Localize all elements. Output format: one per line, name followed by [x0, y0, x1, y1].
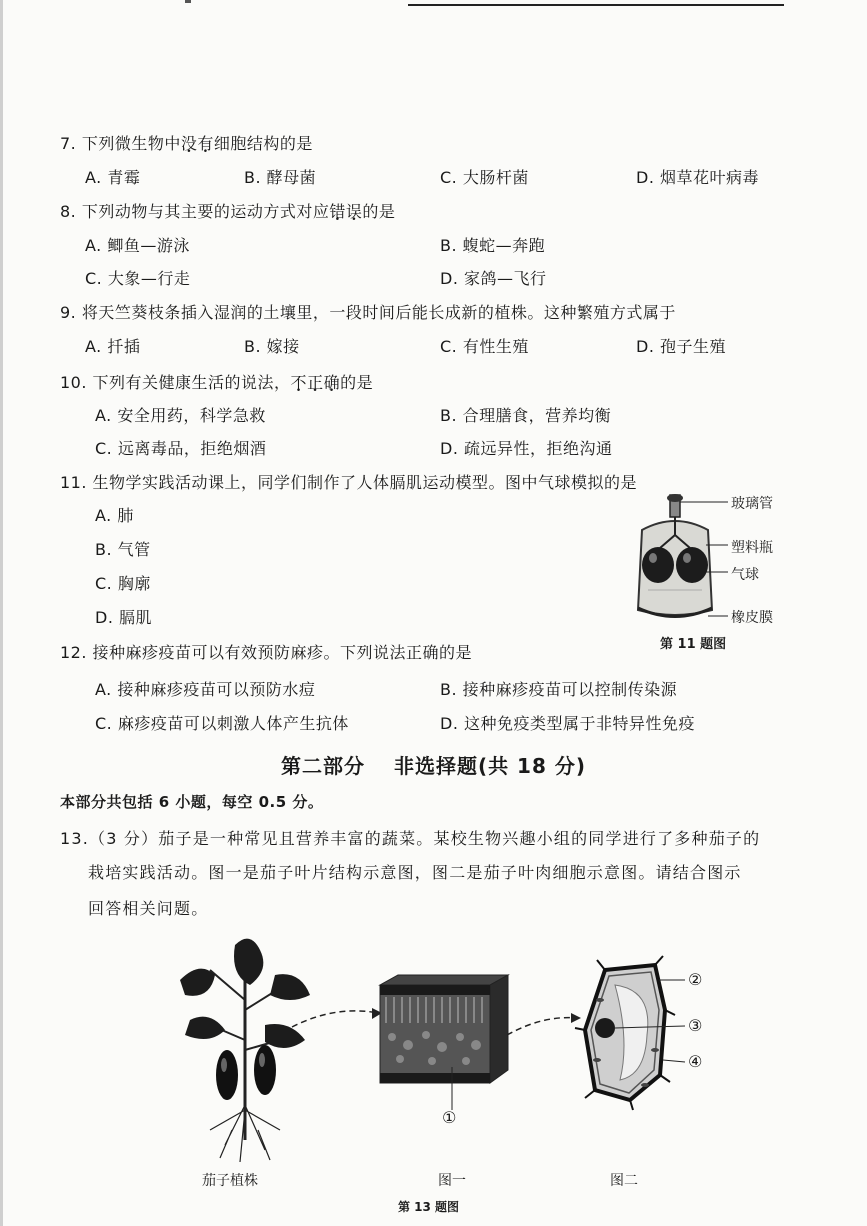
nucleus — [595, 1018, 615, 1038]
balloon-left — [642, 547, 674, 583]
question-7-stem — [60, 131, 313, 154]
block-top — [380, 975, 508, 985]
q8-text-post: 的是 — [362, 202, 396, 221]
dashed-arrow-2 — [505, 1010, 585, 1040]
q12-option-a: A. 接种麻疹疫苗可以预防水痘 — [95, 680, 316, 699]
q8-option-a: A. 鲫鱼—游泳 — [85, 236, 190, 255]
q12-option-b: B. 接种麻疹疫苗可以控制传染源 — [440, 680, 678, 699]
label-rubber-membrane: 橡皮膜 — [731, 610, 773, 626]
q11-option-a: A. 肺 — [95, 506, 134, 525]
header-rule — [408, 4, 784, 6]
q7-text-post: 细胞结构的是 — [213, 134, 313, 153]
question-10-stem — [60, 370, 373, 393]
q11-figure-caption: 第 11 题图 — [660, 637, 727, 652]
leaf — [185, 1017, 225, 1039]
leaf-cell-figure — [575, 960, 725, 1110]
balloon-highlight — [649, 553, 657, 563]
fruit-highlight — [221, 1058, 227, 1072]
fruit-highlight — [259, 1053, 265, 1067]
question-12-stem: 12. 接种麻疹疫苗可以有效预防麻疹。下列说法正确的是 — [60, 643, 473, 662]
q10-option-b: B. 合理膳食，营养均衡 — [440, 406, 612, 425]
q7-option-b: B. 酵母菌 — [244, 168, 317, 187]
q12-option-c: C. 麻疹疫苗可以刺激人体产生抗体 — [95, 714, 349, 733]
dashed-arrow-1 — [290, 1005, 385, 1035]
question-8-stem — [60, 199, 395, 222]
q9-option-a: A. 扦插 — [85, 337, 141, 356]
q10-emphasis-2: 正 — [307, 373, 324, 392]
q10-option-d: D. 疏远异性，拒绝沟通 — [440, 439, 613, 458]
scan-mark — [185, 0, 191, 3]
upper-epidermis — [380, 985, 490, 995]
q13-line-3: 回答相关问题。 — [88, 899, 209, 918]
part-two-title: 第二部分 非选择题(共 18 分) — [280, 754, 586, 778]
q9-option-c: C. 有性生殖 — [440, 337, 529, 356]
balloon-highlight — [683, 553, 691, 563]
label-number-4: ④ — [688, 1052, 703, 1071]
label-balloon: 气球 — [731, 567, 759, 583]
leaf — [270, 974, 310, 1000]
eggplant-plant-figure — [170, 930, 330, 1165]
label-number-3: ③ — [688, 1016, 703, 1035]
q8-option-c: C. 大象—行走 — [85, 269, 191, 288]
leaf-cross-section-figure — [380, 975, 515, 1095]
q11-option-c: C. 胸廓 — [95, 574, 151, 593]
question-9-stem: 9. 将天竺葵枝条插入湿润的土壤里，一段时间后能长成新的植株。这种繁殖方式属于 — [60, 303, 676, 322]
q7-emphasis-1: 没 — [180, 134, 198, 153]
eggplant-fruit — [254, 1045, 276, 1095]
lower-epidermis — [380, 1073, 490, 1083]
label-plastic-bottle: 塑料瓶 — [731, 540, 773, 556]
eggplant-fruit — [216, 1050, 238, 1100]
q13-line-2: 栽培实践活动。图一是茄子叶片结构示意图，图二是茄子叶肉细胞示意图。请结合图示 — [88, 863, 742, 882]
leader-line — [663, 1060, 685, 1062]
leaf — [180, 969, 215, 996]
tube-cap — [667, 494, 683, 502]
q10-emphasis-3: 确 — [323, 373, 341, 392]
caption-eggplant-plant: 茄子植株 — [202, 1173, 258, 1189]
q7-option-a: A. 青霉 — [85, 168, 141, 187]
q11-option-d: D. 膈肌 — [95, 608, 152, 627]
q10-text-pre: 10. 下列有关健康生活的说法， — [60, 373, 291, 392]
q13-line-1: 13.（3 分）茄子是一种常见且营养丰富的蔬菜。某校生物兴趣小组的同学进行了多种茄子的 — [60, 829, 761, 848]
q8-emphasis-2: 误 — [345, 202, 363, 221]
label-number-2: ② — [688, 970, 703, 989]
q10-emphasis-1: 不 — [290, 373, 308, 392]
q8-text-pre: 8. 下列动物与其主要的运动方式对应 — [60, 202, 330, 221]
q9-option-d: D. 孢子生殖 — [636, 337, 726, 356]
q13-figure-caption: 第 13 题图 — [398, 1200, 460, 1214]
q8-option-d: D. 家鸽—飞行 — [440, 269, 547, 288]
q8-emphasis-1: 错 — [329, 202, 346, 221]
q9-option-b: B. 嫁接 — [244, 337, 300, 356]
q7-text-pre: 7. 下列微生物中 — [60, 134, 181, 153]
question-11-stem: 11. 生物学实践活动课上，同学们制作了人体膈肌运动模型。图中气球模拟的是 — [60, 473, 638, 492]
part-two-note: 本部分共包括 6 小题，每空 0.5 分。 — [60, 793, 324, 811]
q7-option-d: D. 烟草花叶病毒 — [636, 168, 759, 187]
label-number-1: ① — [442, 1108, 457, 1127]
balloon-right — [676, 547, 708, 583]
page-edge — [0, 0, 3, 1226]
q7-emphasis-2: 有 — [197, 134, 214, 153]
q10-text-post: 的是 — [340, 373, 374, 392]
caption-figure-two: 图二 — [610, 1173, 638, 1189]
caption-figure-one: 图一 — [438, 1173, 466, 1189]
label-glass-tube: 玻璃管 — [731, 496, 773, 512]
diaphragm-model-figure — [620, 490, 730, 630]
q12-option-d: D. 这种免疫类型属于非特异性免疫 — [440, 714, 695, 733]
leaf — [234, 939, 263, 985]
q10-option-a: A. 安全用药，科学急救 — [95, 406, 266, 425]
q8-option-b: B. 蝮蛇—奔跑 — [440, 236, 546, 255]
q10-option-c: C. 远离毒品，拒绝烟酒 — [95, 439, 267, 458]
q7-option-c: C. 大肠杆菌 — [440, 168, 529, 187]
q11-option-b: B. 气管 — [95, 540, 151, 559]
